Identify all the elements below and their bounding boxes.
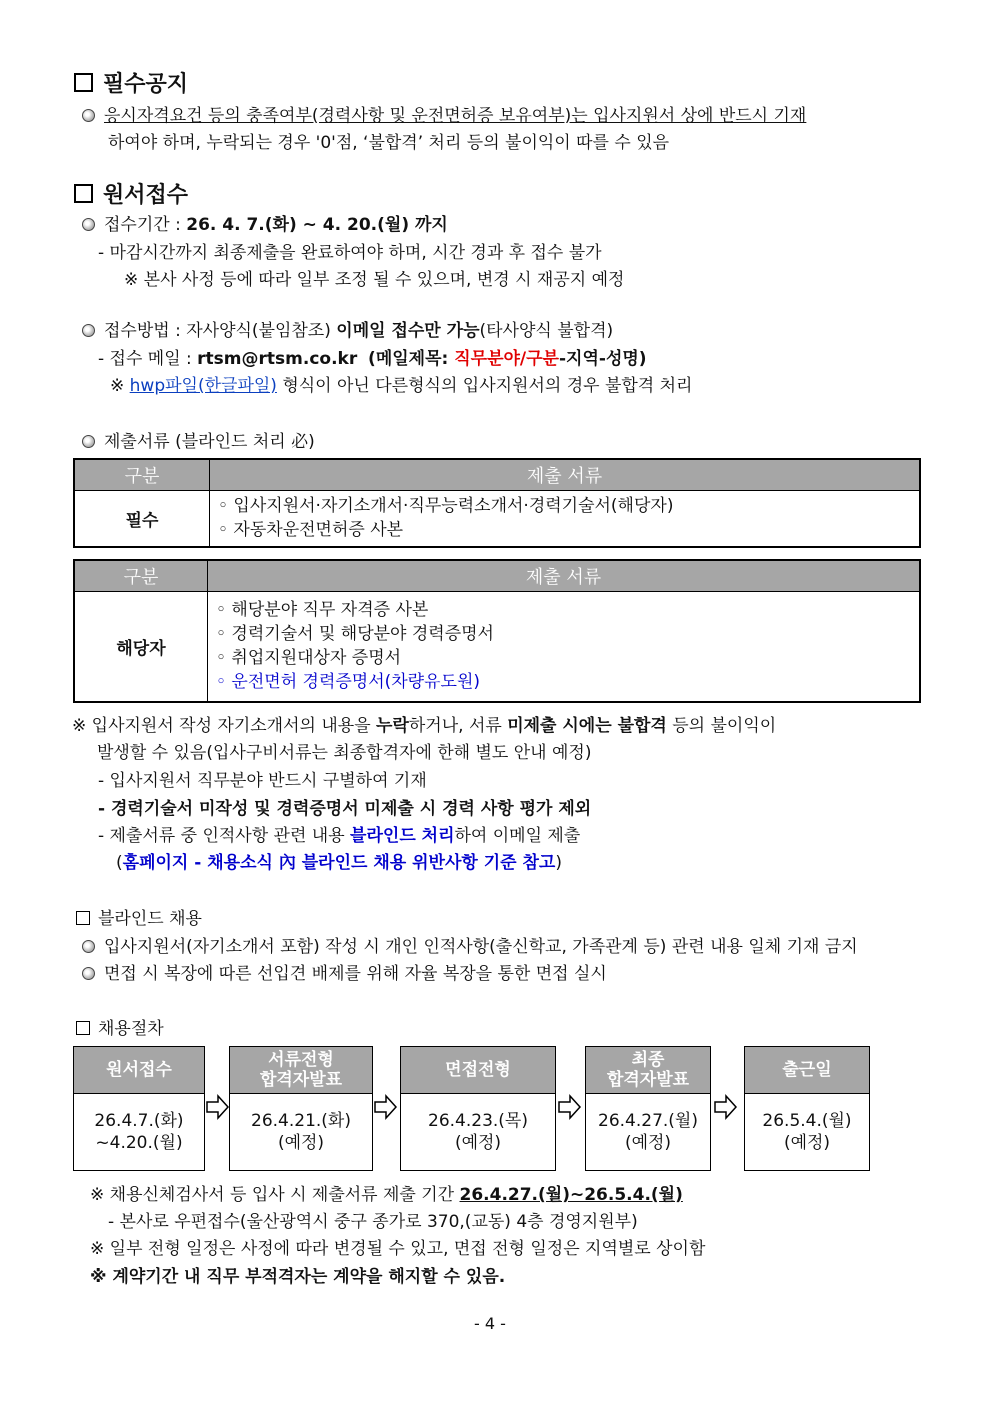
circle-bullet-icon <box>82 435 95 448</box>
warning-line-4: - 경력기술서 미작성 및 경력증명서 미제출 시 경력 사항 평가 제외 <box>98 799 592 819</box>
list-item: ◦ 입사지원서·자기소개서·직무능력소개서·경력기술서(해당자) <box>218 496 674 517</box>
section-title-application: 원서접수 <box>74 178 188 209</box>
list-item: ◦ 취업지원대상자 증명서 <box>216 648 402 669</box>
hwp-line: ※ hwp파일(한글파일) 형식이 아닌 다른형식의 입사지원서의 경우 불합격 처리 <box>110 376 693 396</box>
footer-note-4: ※ 계약기간 내 직무 부적격자는 계약을 해지할 수 있음. <box>90 1267 506 1287</box>
circle-bullet-icon <box>82 967 95 980</box>
footer-note-1: ※ 채용신체검사서 등 입사 시 제출서류 제출 기간 26.4.27.(월)~26.5.4.(월) <box>90 1185 683 1205</box>
table-header-category: 구분 <box>74 560 208 592</box>
circle-bullet-icon <box>82 218 95 231</box>
square-icon <box>76 911 90 925</box>
table-items-cell <box>210 491 921 547</box>
section-title-process: 채용절차 <box>76 1014 164 1039</box>
notice-line-1: 응시자격요건 등의 충족여부(경력사항 및 운전면허증 보유여부)는 입사지원서 상에 반드시 기재 <box>82 101 806 126</box>
table-category-cell: 해당자 <box>74 592 208 702</box>
process-step-final-result: 최종 합격자발표 26.4.27.(월) (예정) <box>585 1046 711 1171</box>
warning-line-2: 발생할 수 있음(입사구비서류는 최종합격자에 한해 별도 안내 예정) <box>97 743 592 763</box>
circle-bullet-icon <box>82 109 95 122</box>
circle-bullet-icon <box>82 324 95 337</box>
applicable-docs-table <box>73 559 921 703</box>
table-items-cell <box>208 592 921 702</box>
warning-line-1: ※ 입사지원서 작성 자기소개서의 내용을 누락하거나, 서류 미제출 시에는 불합격 등의 불이익이 <box>72 716 777 736</box>
warning-line-5: - 제출서류 중 인적사항 관련 내용 블라인드 처리하여 이메일 제출 <box>98 826 581 846</box>
arrow-right-icon <box>714 1094 738 1120</box>
mail-address: rtsm@rtsm.co.kr <box>197 349 358 369</box>
mail-line: - 접수 메일 : rtsm@rtsm.co.kr (메일제목: 직무분야/구분-지역-성명) <box>98 349 647 369</box>
list-item: ◦ 경력기술서 및 해당분야 경력증명서 <box>216 624 494 645</box>
notice-line-2: 하여야 하며, 누락되는 경우 '0'점, ‘불합격’ 처리 등의 불이익이 따를 수 있음 <box>108 133 670 153</box>
list-item: ◦ 운전면허 경력증명서(차량유도원) <box>216 672 481 693</box>
square-icon <box>74 184 93 203</box>
table-category-cell: 필수 <box>74 491 210 547</box>
process-step-start-date: 출근일 26.5.4.(월) (예정) <box>744 1046 870 1171</box>
process-step-document-screening: 서류전형 합격자발표 26.4.21.(화) (예정) <box>229 1046 373 1171</box>
arrow-right-icon <box>206 1094 230 1120</box>
period-line: 접수기간 : 26. 4. 7.(화) ~ 4. 20.(월) 까지 <box>82 210 448 235</box>
table-header-docs: 제출 서류 <box>208 560 921 592</box>
table-header-category: 구분 <box>74 459 210 491</box>
process-step-interview: 면접전형 26.4.23.(목) (예정) <box>400 1046 556 1171</box>
hwp-link[interactable]: hwp파일(한글파일) <box>129 376 277 396</box>
circle-bullet-icon <box>82 940 95 953</box>
page-number: - 4 - <box>474 1314 506 1333</box>
arrow-right-icon <box>558 1094 582 1120</box>
list-item: ◦ 자동차운전면허증 사본 <box>218 520 404 541</box>
square-icon <box>74 73 93 92</box>
square-icon <box>76 1021 90 1035</box>
list-item: ◦ 해당분야 직무 자격증 사본 <box>216 600 429 621</box>
blind-item-2: 면접 시 복장에 따른 선입견 배제를 위해 자율 복장을 통한 면접 실시 <box>82 959 607 984</box>
docs-title: 제출서류 (블라인드 처리 必) <box>82 427 315 452</box>
table-header-docs: 제출 서류 <box>210 459 921 491</box>
process-step-application: 원서접수 26.4.7.(화) ~4.20.(월) <box>73 1046 205 1171</box>
method-line: 접수방법 : 자사양식(붙임참조) 이메일 접수만 가능(타사양식 불합격) <box>82 316 613 341</box>
warning-line-6: (홈페이지 - 채용소식 內 블라인드 채용 위반사항 기준 참고) <box>116 853 562 873</box>
section-title-notice: 필수공지 <box>74 67 188 98</box>
section-title-blind: 블라인드 채용 <box>76 904 202 929</box>
blind-item-1: 입사지원서(자기소개서 포함) 작성 시 개인 인적사항(출신학교, 가족관계 등) 관련 내용 일체 기재 금지 <box>82 932 858 957</box>
required-docs-table <box>73 458 921 548</box>
footer-note-2: - 본사로 우편접수(울산광역시 중구 종가로 370,(교동) 4층 경영지원부) <box>108 1212 638 1232</box>
footer-note-3: ※ 일부 전형 일정은 사정에 따라 변경될 수 있고, 면접 전형 일정은 지역별로 상이함 <box>90 1239 706 1259</box>
period-note-1: - 마감시간까지 최종제출을 완료하여야 하며, 시간 경과 후 접수 불가 <box>98 243 602 263</box>
arrow-right-icon <box>374 1094 398 1120</box>
warning-line-3: - 입사지원서 직무분야 반드시 구별하여 기재 <box>98 771 427 791</box>
period-note-2: ※ 본사 사정 등에 따라 일부 조정 될 수 있으며, 변경 시 재공지 예정 <box>124 270 625 290</box>
